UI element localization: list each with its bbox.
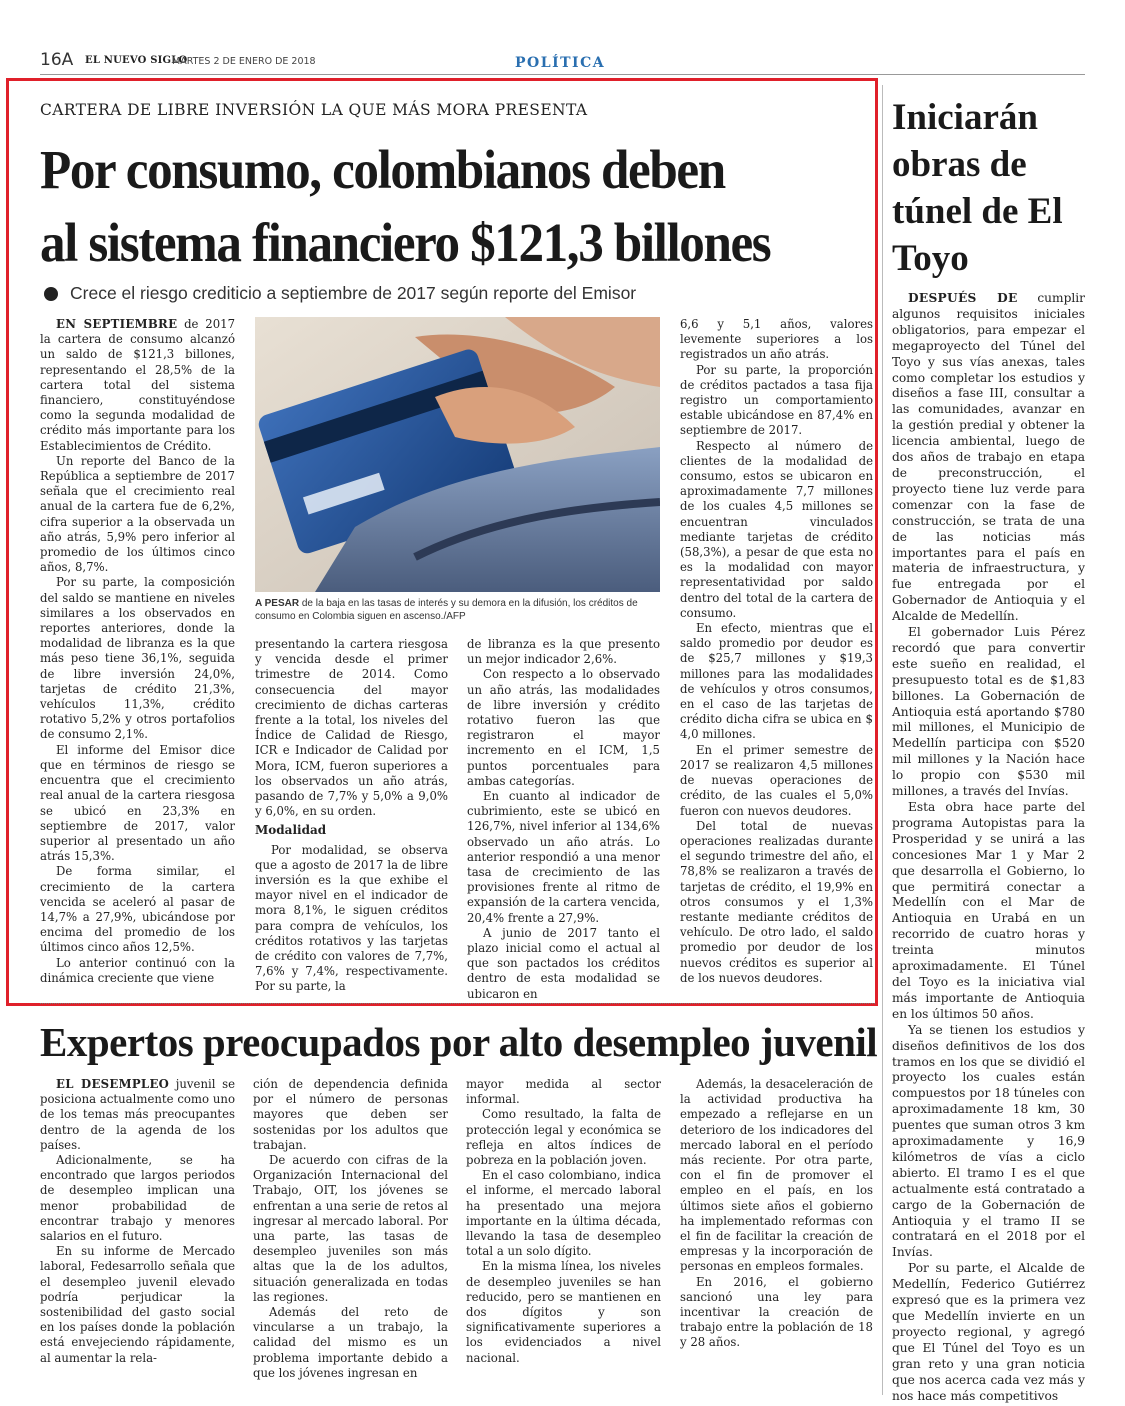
main-column-3 <box>467 637 660 1002</box>
paragraph: En el primer semestre de 2017 se realizaron 4,5 millones de nuevas operaciones de crédito, de las cuales el 5,0% fueron con nuevos deudores. <box>680 742 873 818</box>
lead-in: EN SEPTIEMBRE <box>56 317 178 331</box>
sidebar-divider <box>882 85 883 1395</box>
main-column-4 <box>680 317 873 986</box>
paragraph: En 2016, el gobierno sancionó una ley para incentivar la creación de trabajo entre la población de 18 y 28 años. <box>680 1274 873 1350</box>
paragraph: Además del reto de vincularse a un trabajo, la calidad del mismo es un problema importante debido a que los jóvenes ingresan en <box>253 1305 448 1380</box>
paragraph: presentando la cartera riesgosa y vencida desde el primer trimestre de 2014. Como consecuencia del mayor crecimiento de dichas carteras frente a la total, los niveles del Índice de Calidad de Riesgo, ICR e Indicador de Calidad por Mora, ICM, fueron superiores a los observados un año atrás, pasando de 7,7% y 5,0% a 9,0% y 6,0%, en su orden. <box>255 637 448 819</box>
second-column-1 <box>40 1077 235 1366</box>
paragraph: En efecto, mientras que el saldo promedio por deudor es de $25,7 millones y $19,3 millones para las modalidades de vehículos y otros consumos, en el caso de las tarjetas de crédito dicha cifra se ubica en $ 4,0 millones. <box>680 621 873 742</box>
paragraph: El gobernador Luis Pérez recordó que para convertir este sueño en realidad, el presupuesto total es de $1,83 billones. La Gobernación de Antioquia está aportando $780 mil millones, el Municipio de Medellín participa con $520 mil millones y la Nación hace lo propio con $530 mil millones, a través del Invías. <box>892 625 1085 799</box>
paragraph: Esta obra hace parte del programa Autopistas para la Prosperidad y se unirá a las concesiones Mar 1 y Mar 2 que desarrolla el Gobierno, lo que permitirá conectar a Medellín con el Mar de Antioquia en Urabá en un recorrido de cuatro horas y treinta minutos aproximadamente. El Túnel del Toyo es la iniciativa vial más importante de Antioquia en los últimos 50 años. <box>892 800 1085 1021</box>
paragraph: de libranza es la que presento un mejor indicador 2,6%. <box>467 637 660 667</box>
paragraph: Del total de nuevas operaciones realizadas durante el segundo trimestre del año, el 78,8% se realizaron a través de tarjetas de crédito, el 19,9% en otros consumos y el 1,3% restante mediante créditos de vehículo. De otro lado, el saldo promedio por deudor de los nuevos créditos es superior al de los nuevos deudores. <box>680 818 873 985</box>
article-kicker: CARTERA DE LIBRE INVERSIÓN LA QUE MÁS MORA PRESENTA <box>40 101 588 119</box>
main-column-2 <box>255 637 448 995</box>
paragraph: Adicionalmente, se ha encontrado que largos periodos de desempleo implican una menor probabilidad de encontrar trabajo y menores salarios en el futuro. <box>40 1153 235 1244</box>
paragraph: EL DESEMPLEO juvenil se posiciona actualmente como uno de los temas más preocupantes dentro de la agenda de los países. <box>40 1077 235 1152</box>
paragraph: Ya se tienen los estudios y diseños definitivos de los dos tramos en los que se dividió el proyecto los cuales están compuestos por 18 túneles con aproximadamente 18 km, 30 puentes que suman otros 3 km aproximadamente y 16,9 kilómetros de vías a ciclo abierto. El tramo I es el que actualmente está contratado a cargo de la Gobernación de Antioquia y el tramo II se contratará en el 2018 por el Invías. <box>892 1022 1085 1260</box>
credit-card-photo <box>255 317 660 592</box>
page-number: 16A <box>40 50 74 70</box>
bullet-icon <box>44 287 58 301</box>
sidebar-body <box>892 291 1085 1404</box>
paragraph: Como resultado, la falta de protección legal y económica se refleja en altos índices de pobreza en la población joven. <box>466 1107 661 1168</box>
paragraph: Además, la desaceleración de la actividad productiva ha empezado a reflejarse en un deterioro de los indicadores del mercado laboral en el período más reciente. Por otra parte, con el fin de promover el empleo en el país, en los últimos siete años el gobierno ha implementado reformas con el fin de facilitar la creación de empresas y la incorporación de personas en empleos formales. <box>680 1077 873 1274</box>
lead-in: DESPUÉS DE <box>908 291 1018 305</box>
paragraph: En el caso colombiano, indica el informe, el mercado laboral ha presentado una mejora importante en la última década, llevando la tasa de desempleo total a un solo dígito. <box>466 1168 661 1259</box>
article-divider <box>40 1003 875 1004</box>
paragraph: Por su parte, el Alcalde de Medellín, Federico Gutiérrez expresó que es la primera vez que Medellín invierte en un proyecto regional, y agregó que El Túnel del Toyo es un gran reto y una gran noticia que nos acerca cada vez más y nos hace más competitivos <box>892 1261 1085 1403</box>
lead-in: EL DESEMPLEO <box>56 1077 170 1091</box>
second-column-2 <box>253 1077 448 1381</box>
paragraph: DESPUÉS DE cumplir algunos requisitos iniciales obligatorios, para empezar el megaproyecto del Túnel del Toyo y sus vías anexas, tales como completar los estudios y diseños a fase III, consultar a las comunidades, avanzar en la gestión predial y obtener la licencia ambiental, luego de dos años de trabajo en etapa de preconstrucción, el proyecto tiene luz verde para comenzar con la fase de construcción, se trata de una de las noticias más importantes para el país en materia de infraestructura, y fue entregada por el Gobernador de Antioquia y el Alcalde de Medellín. <box>892 291 1085 624</box>
header-rule <box>40 74 1085 75</box>
issue-date: MARTES 2 DE ENERO DE 2018 <box>172 56 316 67</box>
article-headline <box>40 133 821 279</box>
article-deck: Crece el riesgo crediticio a septiembre de 2017 según reporte del Emisor <box>70 283 637 303</box>
second-column-4 <box>680 1077 873 1351</box>
paragraph: EN SEPTIEMBRE de 2017 la cartera de consumo alcanzó un saldo de $121,3 billones, representando el 28,5% de la cartera total del sistema financiero, constituyéndose como la segunda modalidad de crédito más importante para los Establecimientos de Crédito. <box>40 317 236 453</box>
subheading: Modalidad <box>255 823 327 838</box>
photo-caption: A PESAR de la baja en las tasas de interés y su demora en la difusión, los créditos de consumo en Colombia siguen en ascenso./AFP <box>255 598 638 622</box>
paragraph: Con respecto a lo observado un año atrás, las modalidades de libre inversión y crédito rotativo fueron las que registraron el mayor incremento en el ICM, 1,5 puntos porcentuales para ambas categorías. <box>467 667 660 788</box>
paragraph: ción de dependencia definida por el número de personas mayores que deben ser sostenidas por los adultos que trabajan. <box>253 1077 448 1152</box>
headline-line-2: al sistema financiero $121,3 billones <box>40 212 771 273</box>
paragraph: 6,6 y 5,1 años, valores levemente superiores a los registrados un año atrás. <box>680 317 873 362</box>
paragraph: Respecto al número de clientes de la modalidad de consumo, estos se ubicaron en aproximadamente 7,7 millones de los cuales 4,5 millones se encuentran vinculados mediante tarjetas de crédito (58,3%), a pesar de que esta no es la modalidad con mayor representatividad por saldo dentro del total de la cartera de consumo. <box>680 438 873 620</box>
paragraph: Por su parte, la composición del saldo se mantiene en niveles similares a los observados en reportes anteriores, donde la modalidad de libranza es la que más peso tiene 36,1%, seguida de libre inversión 24,0%, tarjetas de crédito 21,3%, vehículos 11,3%, crédito rotativo 5,2% y otros portafolios de consumo 2,1%. <box>40 575 235 742</box>
headline-line-1: Por consumo, colombianos deben <box>40 139 725 200</box>
paragraph: En su informe de Mercado laboral, Fedesarrollo señala que el desempleo juvenil elevado podría perjudicar la sostenibilidad del gasto social en los países donde la población está envejeciendo rápidamente, al aumentar la rela- <box>40 1244 235 1365</box>
paragraph: De forma similar, el crecimiento de la cartera vencida se aceleró al pasar de 14,7% a 27,9%, ubicándose por encima del promedio de los últimos cinco años 12,5%. <box>40 864 235 955</box>
newspaper-name: EL NUEVO SIGLO <box>85 55 188 66</box>
paragraph: En la misma línea, los niveles de desempleo juveniles se han reducido, pero se mantienen en dos dígitos y son significativamente superiores a los evidenciados a nivel nacional. <box>466 1259 661 1365</box>
paragraph: De acuerdo con cifras de la Organización Internacional del Trabajo, OIT, los jóvenes se enfrentan a una serie de retos al ingresar al mercado laboral. Por una parte, las tasas de desempleo juveniles son más altas que la de los adultos, situación generalizada en todas las regiones. <box>253 1153 448 1304</box>
sidebar-headline: Iniciarán obras de túnel de El Toyo <box>892 97 1063 279</box>
second-column-3 <box>466 1077 661 1366</box>
paragraph: Por modalidad, se observa que a agosto de 2017 la de libre inversión es la que exhibe el mayor nivel en el indicador de mora 8,1%, le siguen créditos para compra de vehículos, los créditos rotativos y las tarjetas de crédito con valores de 7,7%, 7,6% y 7,4%, respectivamente. Por su parte, la <box>255 842 448 994</box>
paragraph: mayor medida al sector informal. <box>466 1077 661 1107</box>
paragraph: Lo anterior continuó con la dinámica creciente que viene <box>40 955 235 985</box>
second-headline: Expertos preocupados por alto desempleo juvenil <box>40 1019 878 1065</box>
main-column-1 <box>40 317 235 986</box>
paragraph: El informe del Emisor dice que en términos de riesgo se encuentra que el crecimiento real anual de la cartera riesgosa se ubicó en 23,3% en septiembre de 2017, valor superior al presentado un año atrás 15,3%. <box>40 742 235 864</box>
section-label: POLÍTICA <box>515 55 606 71</box>
paragraph: Un reporte del Banco de la República a septiembre de 2017 señala que el crecimiento real anual de la cartera fue de 6,2%, cifra superior a la observada un año atrás, 5,9% pero inferior al promedio de los últimos cinco años, 8,7%. <box>40 453 235 575</box>
paragraph: A junio de 2017 tanto el plazo inicial como el actual al que son pactados los créditos dentro de esta modalidad se ubicaron en <box>467 925 660 1001</box>
paragraph: En cuanto al indicador de cubrimiento, este se ubicó en 126,7%, nivel inferior al 134,6% observado un año atrás. Lo anterior respondió a una menor tasa de crecimiento de las provisiones frente al ritmo de expansión de la cartera vencida, 20,4% frente a 27,9%. <box>467 789 660 925</box>
paragraph: Por su parte, la proporción de créditos pactados a tasa fija registro un comportamiento estable ubicándose en 87,4% en septiembre de 2017. <box>680 362 873 438</box>
